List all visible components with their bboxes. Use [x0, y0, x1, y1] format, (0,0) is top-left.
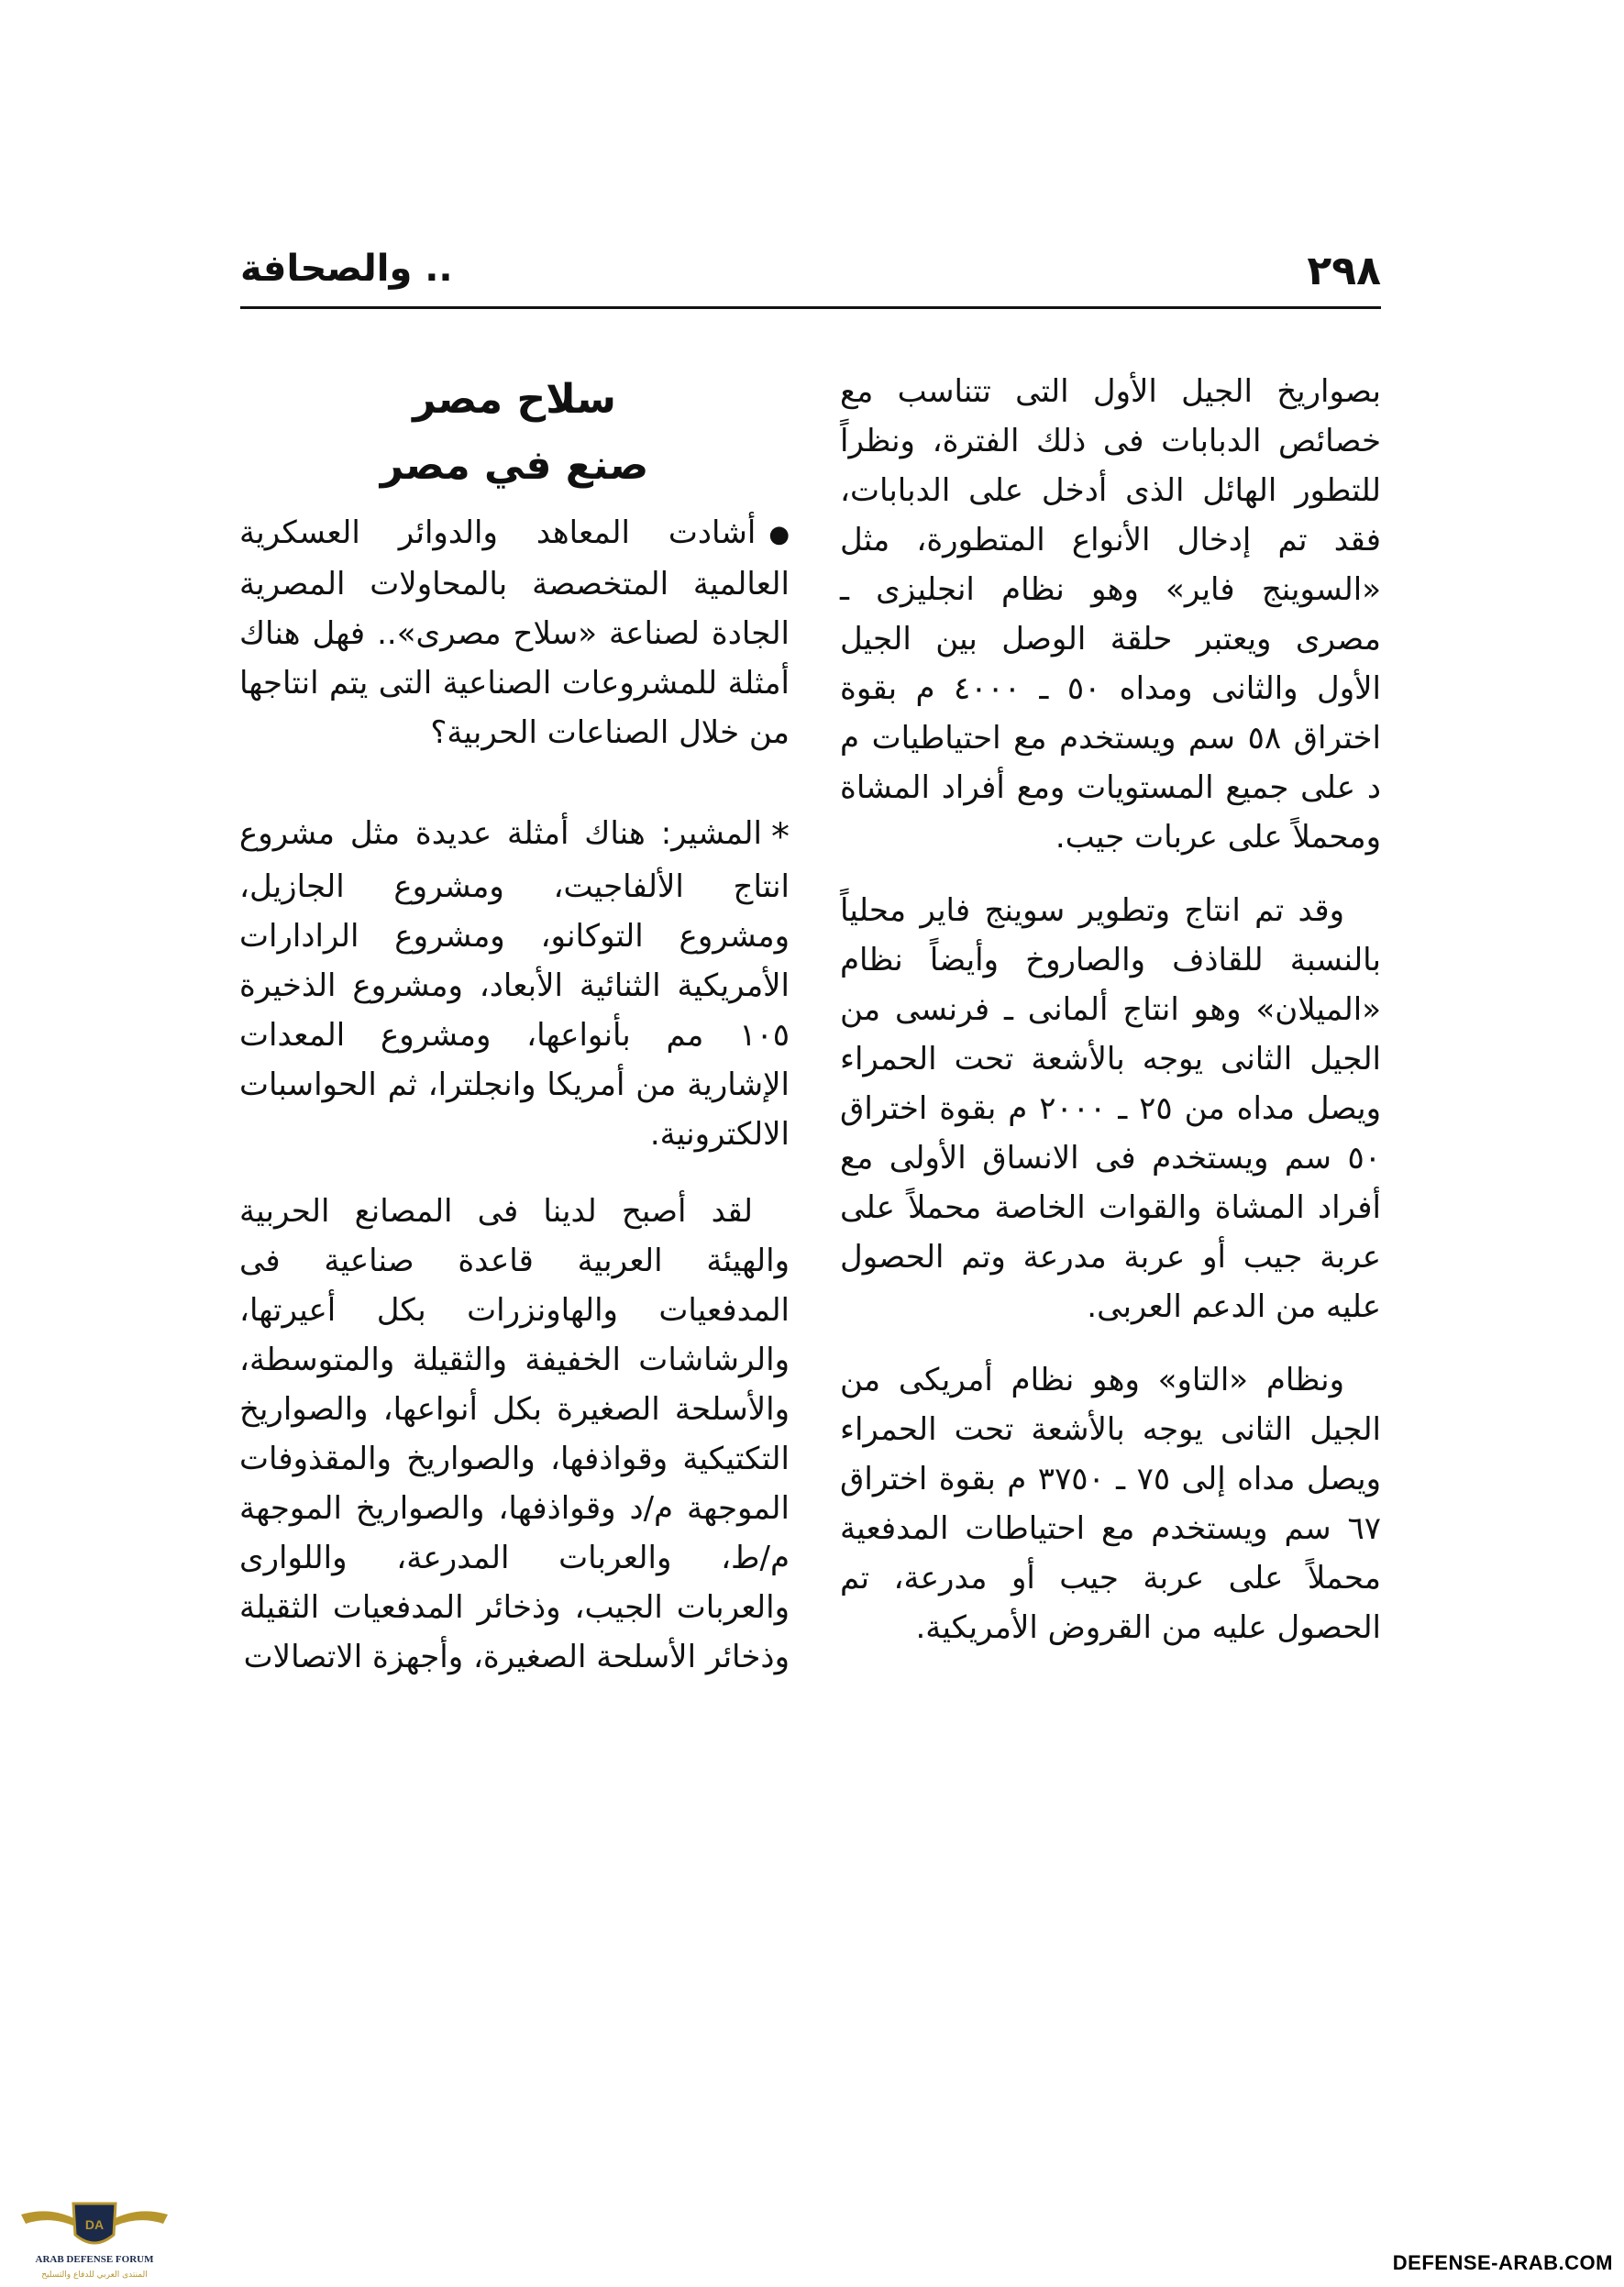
- shield-wings-icon: [17, 2187, 172, 2283]
- question-text: أشادت المعاهد والدوائر العسكرية العالمية المتخصصة بالمحاولات المصرية الجادة لصناعة «سلاح مصرى».. فهل هناك أمثلة للمشروعات الصناعية التى يتم انتاجها من خلال الصناعات الحربية؟: [239, 514, 790, 751]
- paragraph-tow: ونظام «التاو» وهو نظام أمريكى من الجيل الثانى يوجه بالأشعة تحت الحمراء ويصل مداه إلى ٧٥ ـ ٣٧٥٠ م بقوة اختراق ٦٧ سم ويستخدم مع احتياطات المدفعية محملاً على عربة جيب أو مدرعة، تم الحصول عليه من القروض الأمريكية.: [840, 1362, 1381, 1646]
- svg-text:المنتدى العربي للدفاع والتسليح: المنتدى العربي للدفاع والتسليح: [41, 2270, 148, 2280]
- site-url: DEFENSE-ARAB.COM: [1392, 2251, 1613, 2274]
- left-column: [239, 367, 790, 1706]
- paragraph-swingfire: بصواريخ الجيل الأول التى تتناسب مع خصائص الدبابات فى ذلك الفترة، ونظراً للتطور الهائل الذى أدخل على الدبابات، فقد تم إدخال الأنواع المتطورة، مثل «السوينج فاير» وهو نظام انجليزى ـ مصرى ويعتبر حلقة الوصل بين الجيل الأول والثانى ومداه ٥٠ ـ ٤٠٠٠ م بقوة اختراق ٥٨ سم ويستخدم مع احتياطيات م د على جميع المستويات ومع أفراد المشاة ومحملاً على عربات جيب.: [840, 373, 1381, 856]
- headline-line-2: صنع في مصر: [380, 442, 649, 489]
- answer-text: المشير: هناك أمثلة عديدة مثل مشروع انتاج الألفاجيت، ومشروع الجازيل، ومشروع التوكانو، ومشروع الرادارات الأمريكية الثنائية الأبعاد، ومشروع الذخيرة ١٠٥ مم بأنواعها، ومشروع المعدات الإشارية من أمريكا وانجلترا، ثم الحواسبات الالكترونية.: [239, 814, 790, 1153]
- running-head: [240, 248, 1381, 299]
- right-column: [840, 367, 1381, 1676]
- interview-answer: [239, 809, 790, 1159]
- bullet-icon: ●: [768, 520, 790, 548]
- asterisk-icon: *: [771, 815, 790, 858]
- page-number: ٢٩٨: [1307, 248, 1381, 294]
- svg-text:DA: DA: [84, 2217, 105, 2232]
- interview-question: [239, 508, 790, 757]
- header-rule: [240, 306, 1381, 309]
- headline-line-1: سلاح مصر: [413, 376, 616, 423]
- paragraph-industrial-base: لقد أصبح لدينا فى المصانع الحربية والهيئة العربية قاعدة صناعية فى المدفعيات والهاونزرات بكل أعيرتها، والرشاشات الخفيفة والثقيلة والمتوسطة، والأسلحة الصغيرة بكل أنواعها، والصواريخ التكتيكية وقواذفها، والصواريخ والمقذوفات الموجهة م/د وقواذفها، والصواريخ الموجهة م/ط، والعربات المدرعة، واللوارى والعربات الجيب، وذخائر المدفعيات الثقيلة وذخائر الأسلحة الصغيرة، وأجهزة الاتصالات: [239, 1192, 790, 1675]
- forum-logo: [17, 2187, 172, 2283]
- paragraph-milan: وقد تم انتاج وتطوير سوينج فاير محلياً بالنسبة للقاذف والصاروخ وأيضاً نظام «الميلان» وهو انتاج ألمانى ـ فرنسى من الجيل الثانى يوجه بالأشعة تحت الحمراء ويصل مداه من ٢٥ ـ ٢٠٠٠ م بقوة اختراق ٥٠ سم ويستخدم فى الانساق الأولى مع أفراد المشاة والقوات الخاصة محملاً على عربة جيب أو عربة مدرعة وتم الحصول عليه من الدعم العربى.: [840, 892, 1382, 1325]
- svg-text:ARAB DEFENSE FORUM: ARAB DEFENSE FORUM: [35, 2254, 154, 2265]
- section-title: .. والصحافة: [240, 248, 453, 290]
